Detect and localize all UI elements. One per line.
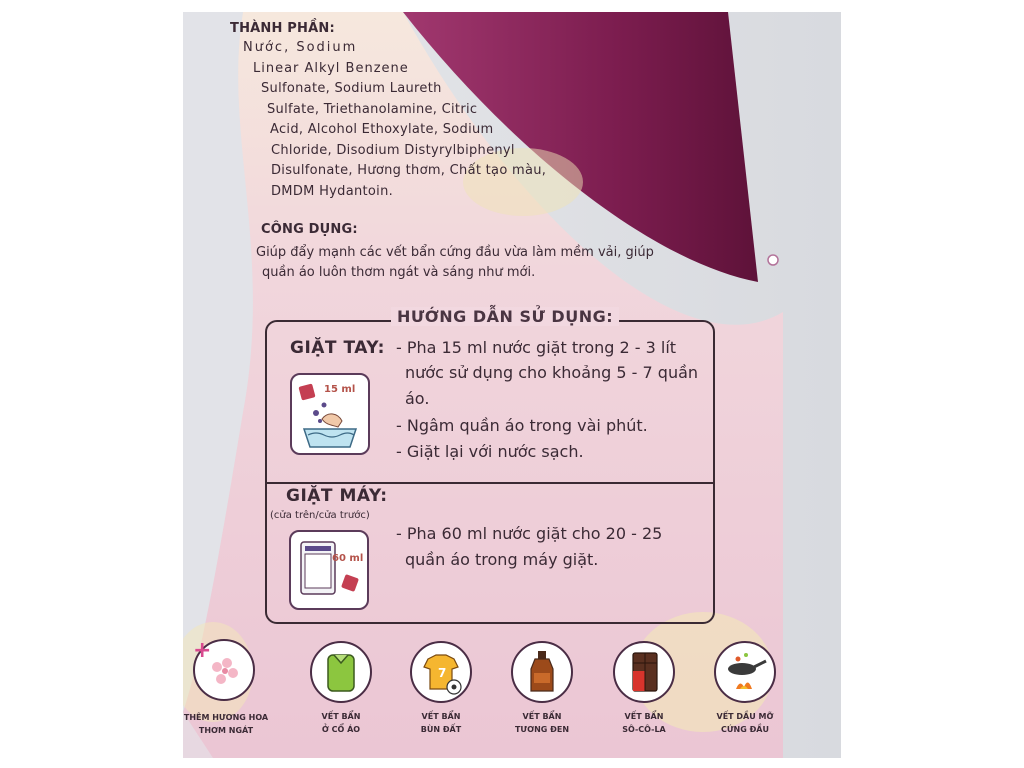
guide-divider <box>265 482 715 484</box>
hand-wash-step: áo. <box>405 389 430 408</box>
machine-wash-step: - Pha 60 ml nước giặt cho 20 - 25 <box>396 524 663 543</box>
jersey-icon <box>410 641 472 703</box>
hand-wash-dose: 15 ml <box>324 384 356 395</box>
washing-machine-icon <box>289 530 369 610</box>
usage-guide-title: HƯỚNG DẪN SỬ DỤNG: <box>391 307 619 326</box>
badge-label: VẾT BẨN BÙN ĐẤT <box>420 712 462 734</box>
machine-wash-title: GIẶT MÁY: <box>286 486 388 506</box>
badge-label: VẾT BẨN Ở CỔ ÁO <box>321 712 361 734</box>
collar-icon <box>310 641 372 703</box>
usage-line: quần áo luôn thơm ngát và sáng như mới. <box>262 265 536 280</box>
ingredients-line: Disulfonate, Hương thơm, Chất tạo màu, <box>271 163 547 178</box>
frying-pan-icon <box>714 641 776 703</box>
sauce-bottle-icon <box>511 641 573 703</box>
usage-line: Giúp đẩy mạnh các vết bẩn cứng đầu vừa làm mềm vải, giúp <box>256 245 654 260</box>
ingredients-title: THÀNH PHẦN: <box>230 21 335 36</box>
usage-title: CÔNG DỤNG: <box>261 222 358 237</box>
hand-wash-step: - Pha 15 ml nước giặt trong 2 - 3 lít <box>396 338 677 357</box>
ingredients-line: Chloride, Disodium Distyrylbiphenyl <box>271 143 515 158</box>
machine-wash-step: quần áo trong máy giặt. <box>405 550 599 569</box>
badge-label: VẾT BẨN TƯƠNG ĐEN <box>514 712 570 734</box>
jersey-number: 7 <box>438 666 447 680</box>
ingredients-line: Sulfate, Triethanolamine, Citric <box>267 102 478 117</box>
hand-wash-step: nước sử dụng cho khoảng 5 - 7 quần <box>405 363 699 382</box>
ingredients-line: DMDM Hydantoin. <box>271 184 394 199</box>
ingredients-line: Linear Alkyl Benzene <box>253 61 409 76</box>
product-label <box>183 12 841 758</box>
ingredients-line: Sulfonate, Sodium Laureth <box>261 81 442 96</box>
ingredients-line: Acid, Alcohol Ethoxylate, Sodium <box>270 122 494 137</box>
plus-icon: + <box>193 638 212 663</box>
badge-label: VẾT DẦU MỠ CỨNG ĐẦU <box>716 712 774 734</box>
machine-wash-dose: 60 ml <box>332 553 364 564</box>
ingredients-line: Nước, Sodium <box>243 40 358 55</box>
badge-label: THÊM HƯƠNG HOA THƠM NGÁT <box>183 713 269 735</box>
hand-wash-step: - Giặt lại với nước sạch. <box>396 442 584 461</box>
badge-label: VẾT BẨN SÔ-CÔ-LA <box>622 712 666 734</box>
hand-wash-title: GIẶT TAY: <box>290 338 385 358</box>
machine-wash-subtitle: (cửa trên/cửa trước) <box>270 510 370 521</box>
chocolate-icon <box>613 641 675 703</box>
hand-wash-step: - Ngâm quần áo trong vài phút. <box>396 416 648 435</box>
